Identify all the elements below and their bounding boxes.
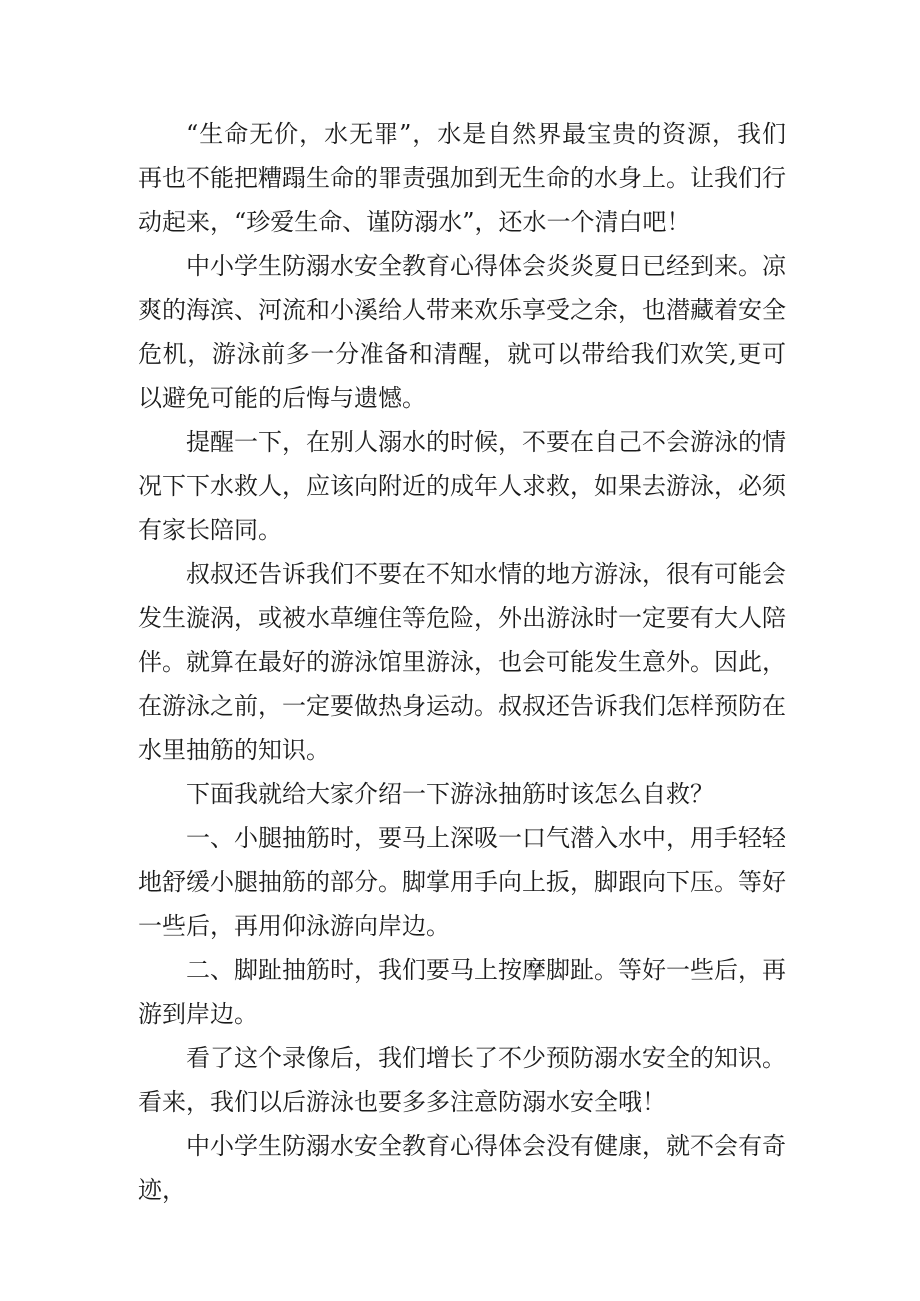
paragraph-2: 中小学生防溺水安全教育心得体会炎炎夏日已经到来。凉爽的海滨、河流和小溪给人带来欢乐享受之余，也潜藏着安全危机，游泳前多一分准备和清醒，就可以带给我们欢笑,更可以避免可能的后悔与遗憾。 [138,252,786,412]
paragraph-9: 中小学生防溺水安全教育心得体会没有健康，就不会有奇迹， [138,1132,786,1204]
paragraph-3: 提醒一下，在别人溺水的时候，不要在自己不会游泳的情况下下水救人，应该向附近的成年人求救，如果去游泳，必须有家长陪同。 [138,428,786,544]
paragraph-5: 下面我就给大家介绍一下游泳抽筋时该怎么自救？ [186,780,714,808]
paragraph-7: 二、脚趾抽筋时，我们要马上按摩脚趾。等好一些后，再游到岸边。 [138,956,786,1028]
document-body [138,112,786,1212]
paragraph-1: “生命无价，水无罪”，水是自然界最宝贵的资源，我们再也不能把糟蹋生命的罪责强加到无生命的水身上。让我们行动起来，“珍爱生命、谨防溺水”，还水一个清白吧！ [138,120,786,236]
paragraph-6: 一、小腿抽筋时，要马上深吸一口气潜入水中，用手轻轻地舒缓小腿抽筋的部分。脚掌用手向上扳，脚跟向下压。等好一些后，再用仰泳游向岸边。 [138,824,786,940]
paragraph-4: 叔叔还告诉我们不要在不知水情的地方游泳，很有可能会发生漩涡，或被水草缠住等危险，外出游泳时一定要有大人陪伴。就算在最好的游泳馆里游泳，也会可能发生意外。因此，在游泳之前，一定要做热身运动。叔叔还告诉我们怎样预防在水里抽筋的知识。 [138,560,786,764]
paragraph-8: 看了这个录像后，我们增长了不少预防溺水安全的知识。看来，我们以后游泳也要多多注意防溺水安全哦！ [138,1044,786,1116]
